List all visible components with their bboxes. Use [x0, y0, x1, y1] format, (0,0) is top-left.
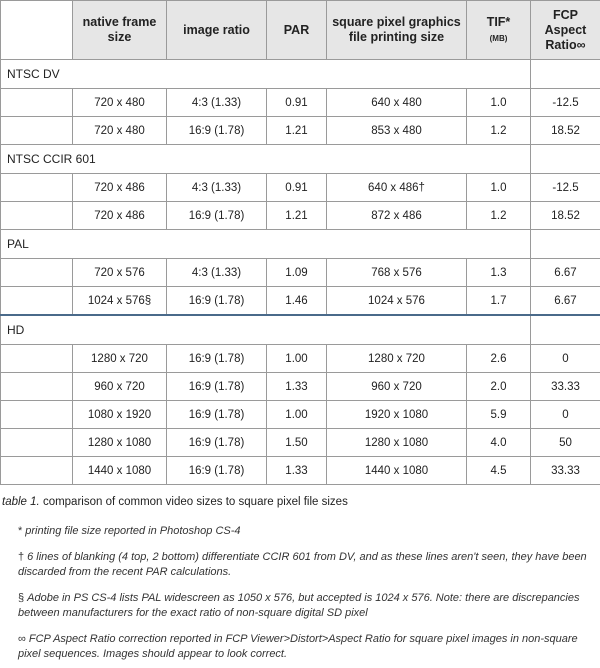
cell-tif: 2.6 [467, 345, 531, 373]
footnote-text: Adobe in PS CS-4 lists PAL widescreen as 1050 x 576, but accepted is 1024 x 576. Note: there are discrepancies between manufacturers for the exact ratio of non-square digital SD pixel [18, 592, 580, 619]
cell-ratio: 4:3 (1.33) [167, 174, 267, 202]
cell-fcp: -12.5 [531, 174, 600, 202]
cell-tif: 5.9 [467, 401, 531, 429]
cell-par: 1.33 [267, 457, 327, 485]
group-name: PAL [1, 230, 531, 259]
cell-tif: 1.7 [467, 287, 531, 316]
cell-fcp: 33.33 [531, 457, 600, 485]
caption-label: table 1. [2, 496, 40, 508]
header-square-pixel: square pixel graphics file printing size [327, 1, 467, 60]
cell-frame: 720 x 486 [73, 174, 167, 202]
table-header-row [1, 1, 600, 60]
footnote-text: 6 lines of blanking (4 top, 2 bottom) differentiate CCIR 601 from DV, and as these lines aren't seen, they have been discarded from the recent PAR calculations. [18, 551, 587, 578]
group-row-end [531, 230, 600, 259]
cell-square: 1920 x 1080 [327, 401, 467, 429]
cell-square: 640 x 486† [327, 174, 467, 202]
group-row-end [531, 60, 600, 89]
group-row-ntsc-ccir-601 [1, 145, 600, 174]
table-row [1, 373, 600, 401]
group-row-end [531, 315, 600, 345]
row-label-cell [1, 401, 73, 429]
group-row-ntsc-dv [1, 60, 600, 89]
cell-tif: 1.3 [467, 259, 531, 287]
cell-square: 768 x 576 [327, 259, 467, 287]
cell-fcp: 50 [531, 429, 600, 457]
cell-ratio: 4:3 (1.33) [167, 259, 267, 287]
header-par: PAR [267, 1, 327, 60]
cell-frame: 1280 x 1080 [73, 429, 167, 457]
table-row [1, 345, 600, 373]
row-label-cell [1, 89, 73, 117]
group-row-pal [1, 230, 600, 259]
row-label-cell [1, 457, 73, 485]
table-row [1, 457, 600, 485]
cell-tif: 4.5 [467, 457, 531, 485]
cell-par: 1.46 [267, 287, 327, 316]
row-label-cell [1, 259, 73, 287]
cell-square: 1280 x 720 [327, 345, 467, 373]
row-label-cell [1, 373, 73, 401]
cell-ratio: 16:9 (1.78) [167, 345, 267, 373]
cell-square: 872 x 486 [327, 202, 467, 230]
cell-par: 1.21 [267, 117, 327, 145]
footnote-text: printing file size reported in Photoshop CS-4 [25, 525, 241, 537]
cell-square: 640 x 480 [327, 89, 467, 117]
cell-par: 1.00 [267, 401, 327, 429]
table-row [1, 174, 600, 202]
table-row [1, 429, 600, 457]
footnote-dagger [18, 550, 588, 580]
cell-fcp: 6.67 [531, 287, 600, 316]
cell-frame: 960 x 720 [73, 373, 167, 401]
header-tif-label: TIF* [486, 14, 511, 29]
cell-square: 960 x 720 [327, 373, 467, 401]
row-label-cell [1, 345, 73, 373]
row-label-cell [1, 117, 73, 145]
header-native-frame-size: native frame size [73, 1, 167, 60]
cell-square: 1440 x 1080 [327, 457, 467, 485]
header-tif [467, 1, 531, 60]
cell-tif: 1.2 [467, 202, 531, 230]
header-tif-unit: (MB) [489, 33, 508, 43]
footnote-mark: ∞ [18, 633, 26, 645]
cell-ratio: 16:9 (1.78) [167, 401, 267, 429]
cell-ratio: 16:9 (1.78) [167, 287, 267, 316]
footnote-asterisk [18, 524, 588, 539]
header-blank [1, 1, 73, 60]
cell-par: 0.91 [267, 89, 327, 117]
cell-fcp: 18.52 [531, 117, 600, 145]
table-row [1, 287, 600, 316]
footnote-mark: * [18, 525, 23, 537]
cell-tif: 1.2 [467, 117, 531, 145]
row-label-cell [1, 287, 73, 316]
cell-tif: 4.0 [467, 429, 531, 457]
cell-frame: 720 x 576 [73, 259, 167, 287]
cell-frame: 1280 x 720 [73, 345, 167, 373]
cell-fcp: 18.52 [531, 202, 600, 230]
table-row [1, 117, 600, 145]
footnote-infinity [18, 632, 588, 662]
row-label-cell [1, 174, 73, 202]
row-label-cell [1, 429, 73, 457]
cell-ratio: 16:9 (1.78) [167, 202, 267, 230]
cell-fcp: 6.67 [531, 259, 600, 287]
cell-frame: 720 x 480 [73, 117, 167, 145]
cell-tif: 1.0 [467, 174, 531, 202]
row-label-cell [1, 202, 73, 230]
footnote-text: FCP Aspect Ratio correction reported in FCP Viewer>Distort>Aspect Ratio for square pixel images in non-square pixel sequences. Images should appear to look correct. [18, 633, 578, 660]
header-fcp: FCP Aspect Ratio∞ [531, 1, 600, 60]
cell-fcp: 0 [531, 401, 600, 429]
cell-square: 853 x 480 [327, 117, 467, 145]
cell-frame: 1024 x 576§ [73, 287, 167, 316]
cell-frame: 1080 x 1920 [73, 401, 167, 429]
table-caption [2, 496, 348, 508]
cell-ratio: 16:9 (1.78) [167, 429, 267, 457]
cell-frame: 720 x 480 [73, 89, 167, 117]
cell-tif: 1.0 [467, 89, 531, 117]
cell-par: 1.33 [267, 373, 327, 401]
group-name: NTSC DV [1, 60, 531, 89]
cell-par: 1.50 [267, 429, 327, 457]
footnote-mark: § [18, 592, 25, 604]
table-row [1, 202, 600, 230]
footnote-mark: † [18, 551, 25, 563]
cell-frame: 1440 x 1080 [73, 457, 167, 485]
caption-text: comparison of common video sizes to square pixel file sizes [42, 496, 348, 508]
cell-par: 1.21 [267, 202, 327, 230]
cell-fcp: -12.5 [531, 89, 600, 117]
footnote-section [18, 591, 588, 621]
cell-ratio: 16:9 (1.78) [167, 373, 267, 401]
group-name: HD [1, 315, 531, 345]
cell-tif: 2.0 [467, 373, 531, 401]
group-row-end [531, 145, 600, 174]
cell-par: 1.09 [267, 259, 327, 287]
cell-ratio: 4:3 (1.33) [167, 89, 267, 117]
cell-frame: 720 x 486 [73, 202, 167, 230]
cell-ratio: 16:9 (1.78) [167, 117, 267, 145]
cell-square: 1024 x 576 [327, 287, 467, 316]
table-row [1, 401, 600, 429]
table-row [1, 259, 600, 287]
cell-fcp: 0 [531, 345, 600, 373]
cell-par: 0.91 [267, 174, 327, 202]
group-row-hd [1, 315, 600, 345]
cell-fcp: 33.33 [531, 373, 600, 401]
group-name: NTSC CCIR 601 [1, 145, 531, 174]
cell-square: 1280 x 1080 [327, 429, 467, 457]
table-row [1, 89, 600, 117]
header-image-ratio: image ratio [167, 1, 267, 60]
cell-par: 1.00 [267, 345, 327, 373]
cell-ratio: 16:9 (1.78) [167, 457, 267, 485]
